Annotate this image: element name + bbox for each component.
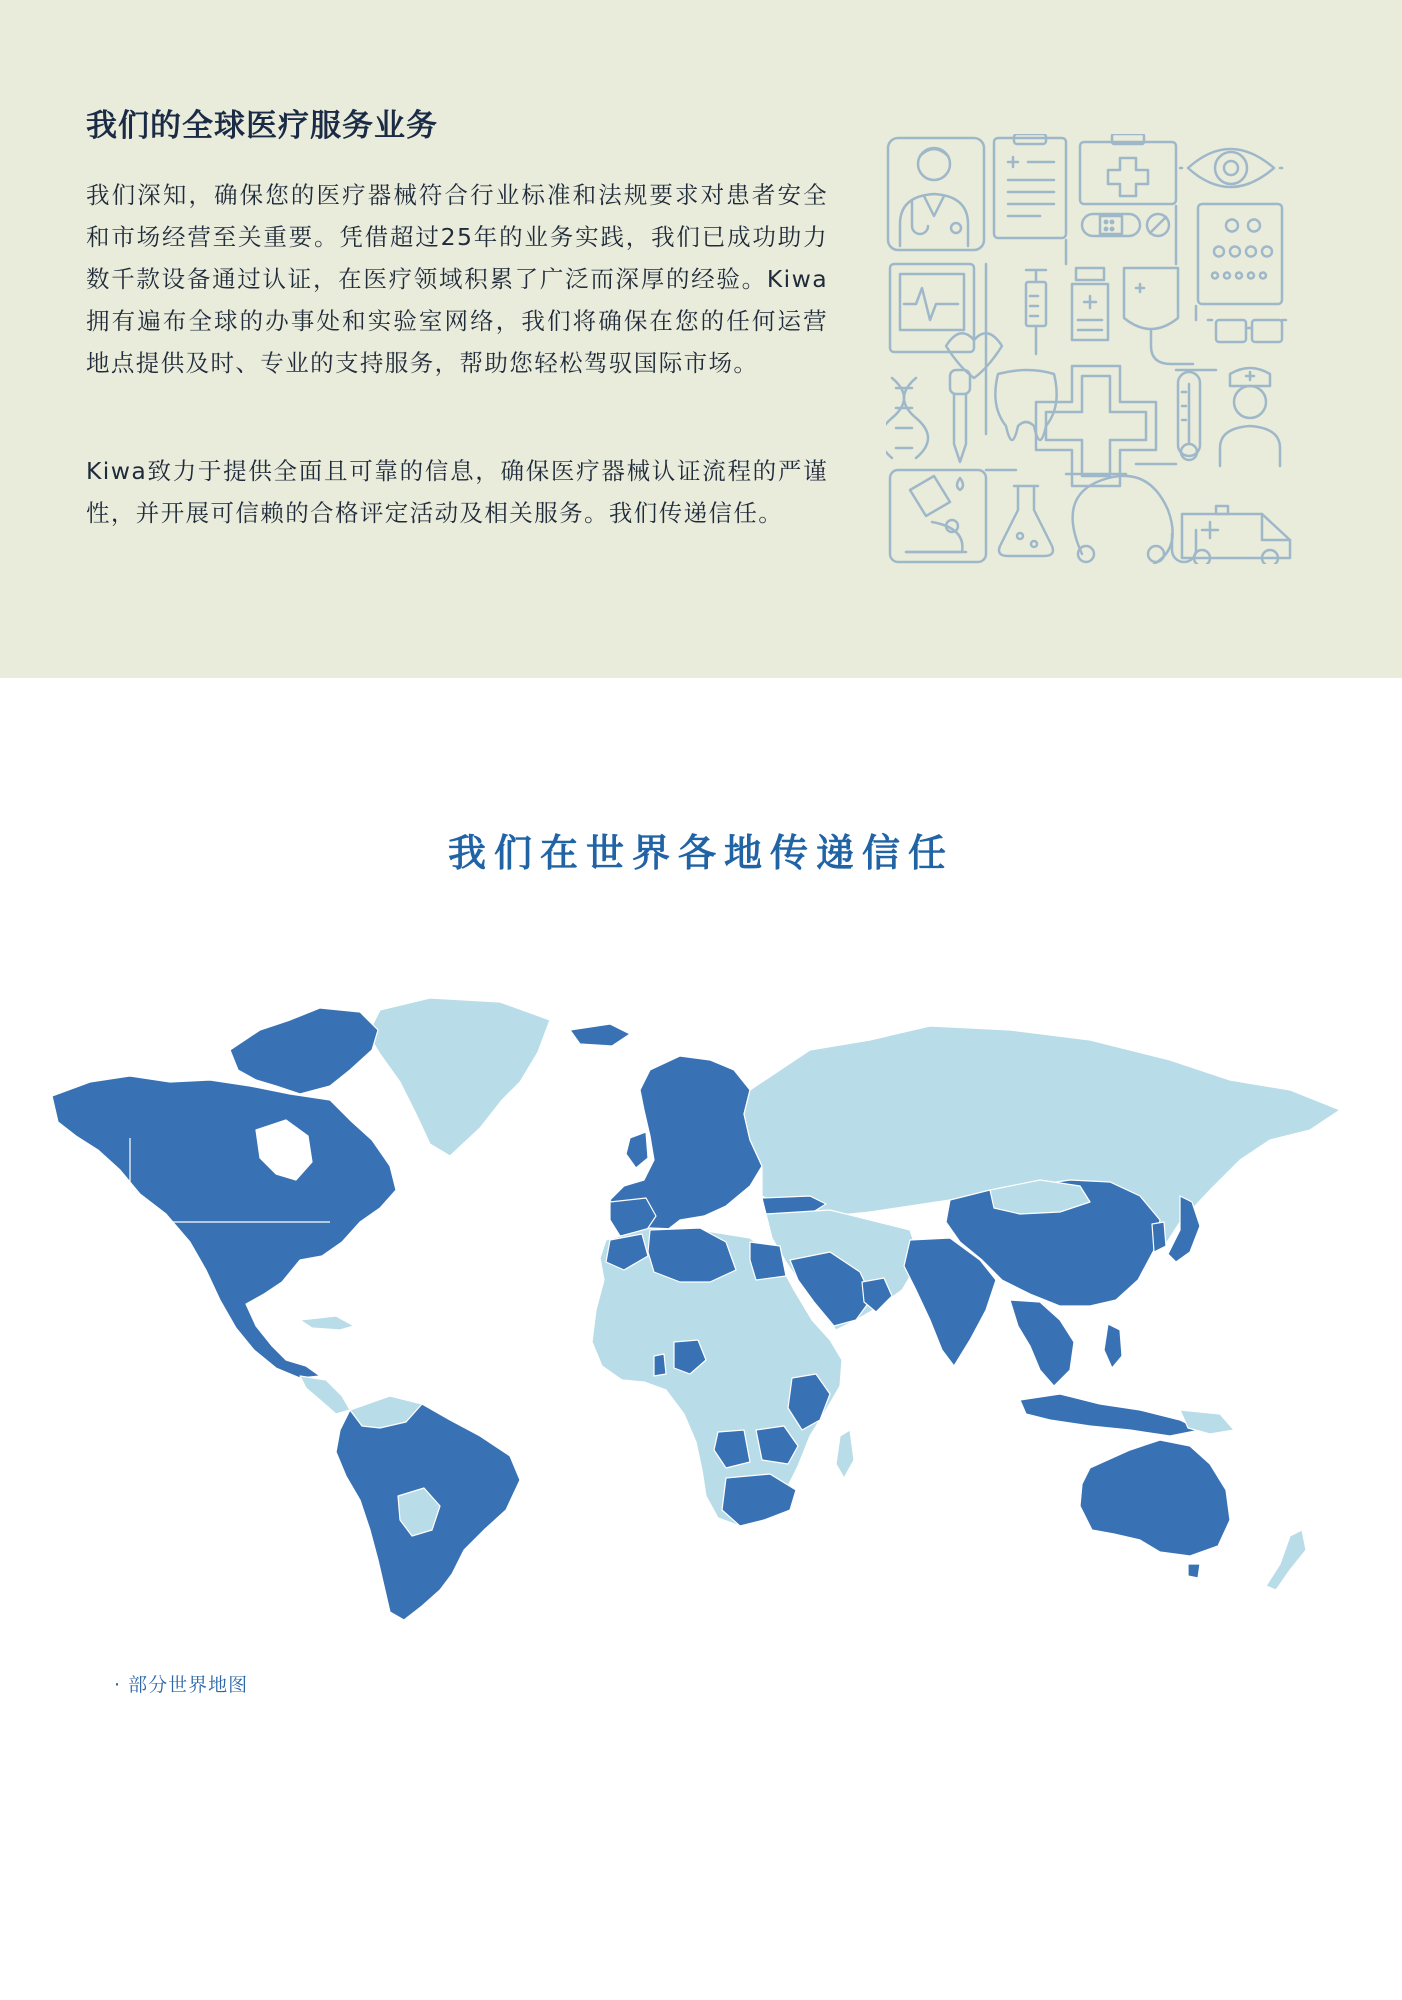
intro-paragraph-2: Kiwa致力于提供全面且可靠的信息，确保医疗器械认证流程的严谨性，并开展可信赖的合格评定活动及相关服务。我们传递信任。 (86, 457, 828, 527)
ambulance-icon (1182, 506, 1290, 564)
intro-paragraph-1: 我们深知，确保您的医疗器械符合行业标准和法规要求对患者安全和市场经营至关重要。凭借超过25年的业务实践，我们已成功助力数千款设备通过认证，在医疗领域积累了广泛而深厚的经验。Kiwa拥有遍布全球的办事处和实验室网络，我们将确保在您的任何运营地点提供及时、专业的支持服务，帮助您轻松驾驭国际市场。 (86, 181, 828, 377)
pill-icon (1147, 214, 1169, 236)
ghana (654, 1354, 666, 1376)
eye-chart-icon (1198, 204, 1282, 304)
first-aid-kit-icon (1080, 134, 1176, 204)
medicine-bottle-icon (1072, 268, 1108, 340)
stethoscope-icon (1073, 476, 1196, 564)
dropper-icon (950, 370, 970, 490)
clipboard-icon (994, 134, 1066, 238)
australia (1080, 1440, 1230, 1556)
philippines (1104, 1324, 1122, 1368)
new-zealand (1266, 1530, 1306, 1590)
world-map (50, 990, 1350, 1630)
thermometer-icon (1178, 372, 1200, 460)
uk (626, 1132, 648, 1168)
indonesia (1020, 1394, 1200, 1436)
southeast-asia (1010, 1300, 1074, 1386)
microscope-icon (890, 470, 986, 562)
medical-icon-grid (886, 134, 1310, 564)
iceland (570, 1024, 630, 1046)
bandage-icon (1082, 214, 1140, 236)
nurse-icon (1220, 368, 1280, 466)
caribbean (300, 1316, 354, 1330)
glasses-icon (1208, 320, 1286, 342)
madagascar (836, 1430, 854, 1478)
intro-section (0, 0, 1402, 678)
egypt (750, 1242, 786, 1280)
map-caption: · 部分世界地图 (114, 1674, 249, 1696)
doctor-icon (888, 138, 984, 250)
iv-drip-icon (1124, 268, 1193, 364)
eye-icon (1180, 149, 1282, 187)
section-heading: 我们的全球医疗服务业务 (86, 108, 438, 144)
greenland (368, 998, 550, 1156)
syringe-icon (1026, 270, 1046, 354)
tasmania (1188, 1564, 1200, 1578)
central-america (300, 1376, 350, 1414)
map-heading: 我们在世界各地传递信任 (447, 831, 954, 875)
dna-icon (886, 378, 928, 458)
flask-icon (999, 486, 1053, 556)
medical-cross-icon (1036, 366, 1156, 486)
korea (1152, 1222, 1166, 1252)
tooth-icon (995, 370, 1056, 440)
arctic-islands (230, 1008, 378, 1094)
north-america (52, 1076, 396, 1378)
